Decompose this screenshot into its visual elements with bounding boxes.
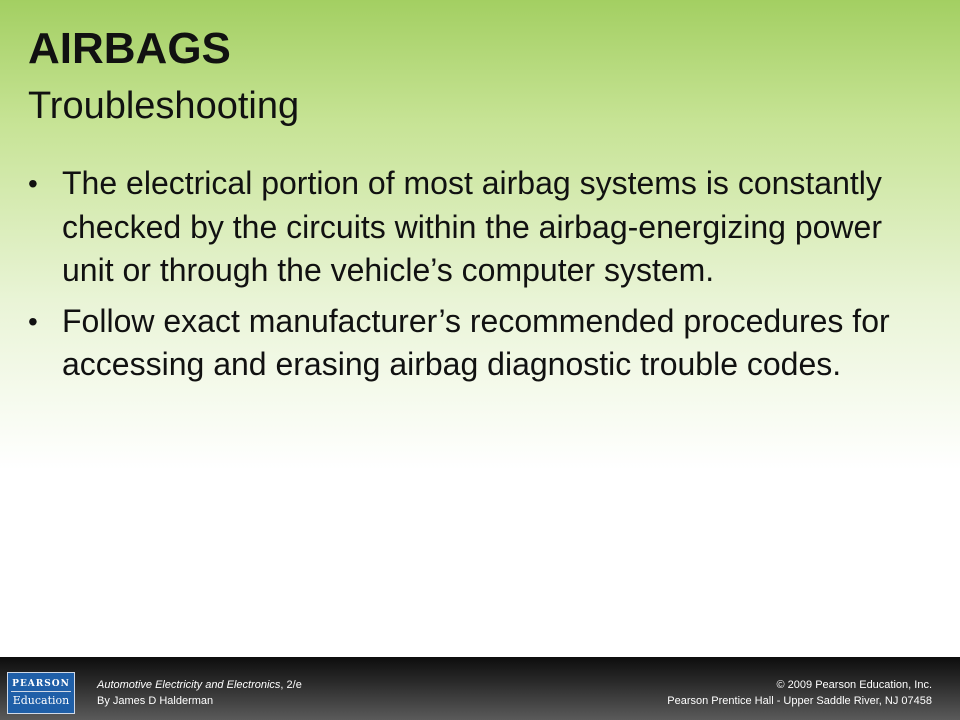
bullet-item <box>28 300 928 387</box>
footer-bar <box>0 657 960 720</box>
book-title: Automotive Electricity and Electronics <box>97 679 281 691</box>
bullet-text: Follow exact manufacturer’s recommended procedures for accessing and erasing airbag diagnostic trouble codes. <box>62 302 890 382</box>
bullet-item <box>28 162 928 293</box>
pearson-education-logo <box>7 672 75 714</box>
book-credit <box>97 677 302 709</box>
book-edition: , 2/e <box>280 679 302 691</box>
book-title-line <box>97 677 302 693</box>
copyright-text: © 2009 Pearson Education, Inc. <box>776 679 932 691</box>
bullet-marker: • <box>28 168 38 199</box>
slide-subtitle: Troubleshooting <box>28 85 300 127</box>
publisher-address: Pearson Prentice Hall - Upper Saddle River, NJ 07458 <box>667 695 932 707</box>
bullet-marker: • <box>28 305 38 337</box>
bullet-text: The electrical portion of most airbag systems is constantly checked by the circuits within the airbag-energizing power unit or through the vehicle’s computer system. <box>62 165 882 288</box>
logo-bottom-text: Education <box>12 694 70 707</box>
book-author: By James D Halderman <box>97 695 214 707</box>
logo-top-text: PEARSON <box>11 679 71 692</box>
slide-title: AIRBAGS <box>28 24 231 73</box>
publisher-credit <box>667 677 932 709</box>
bullet-list <box>28 162 928 394</box>
